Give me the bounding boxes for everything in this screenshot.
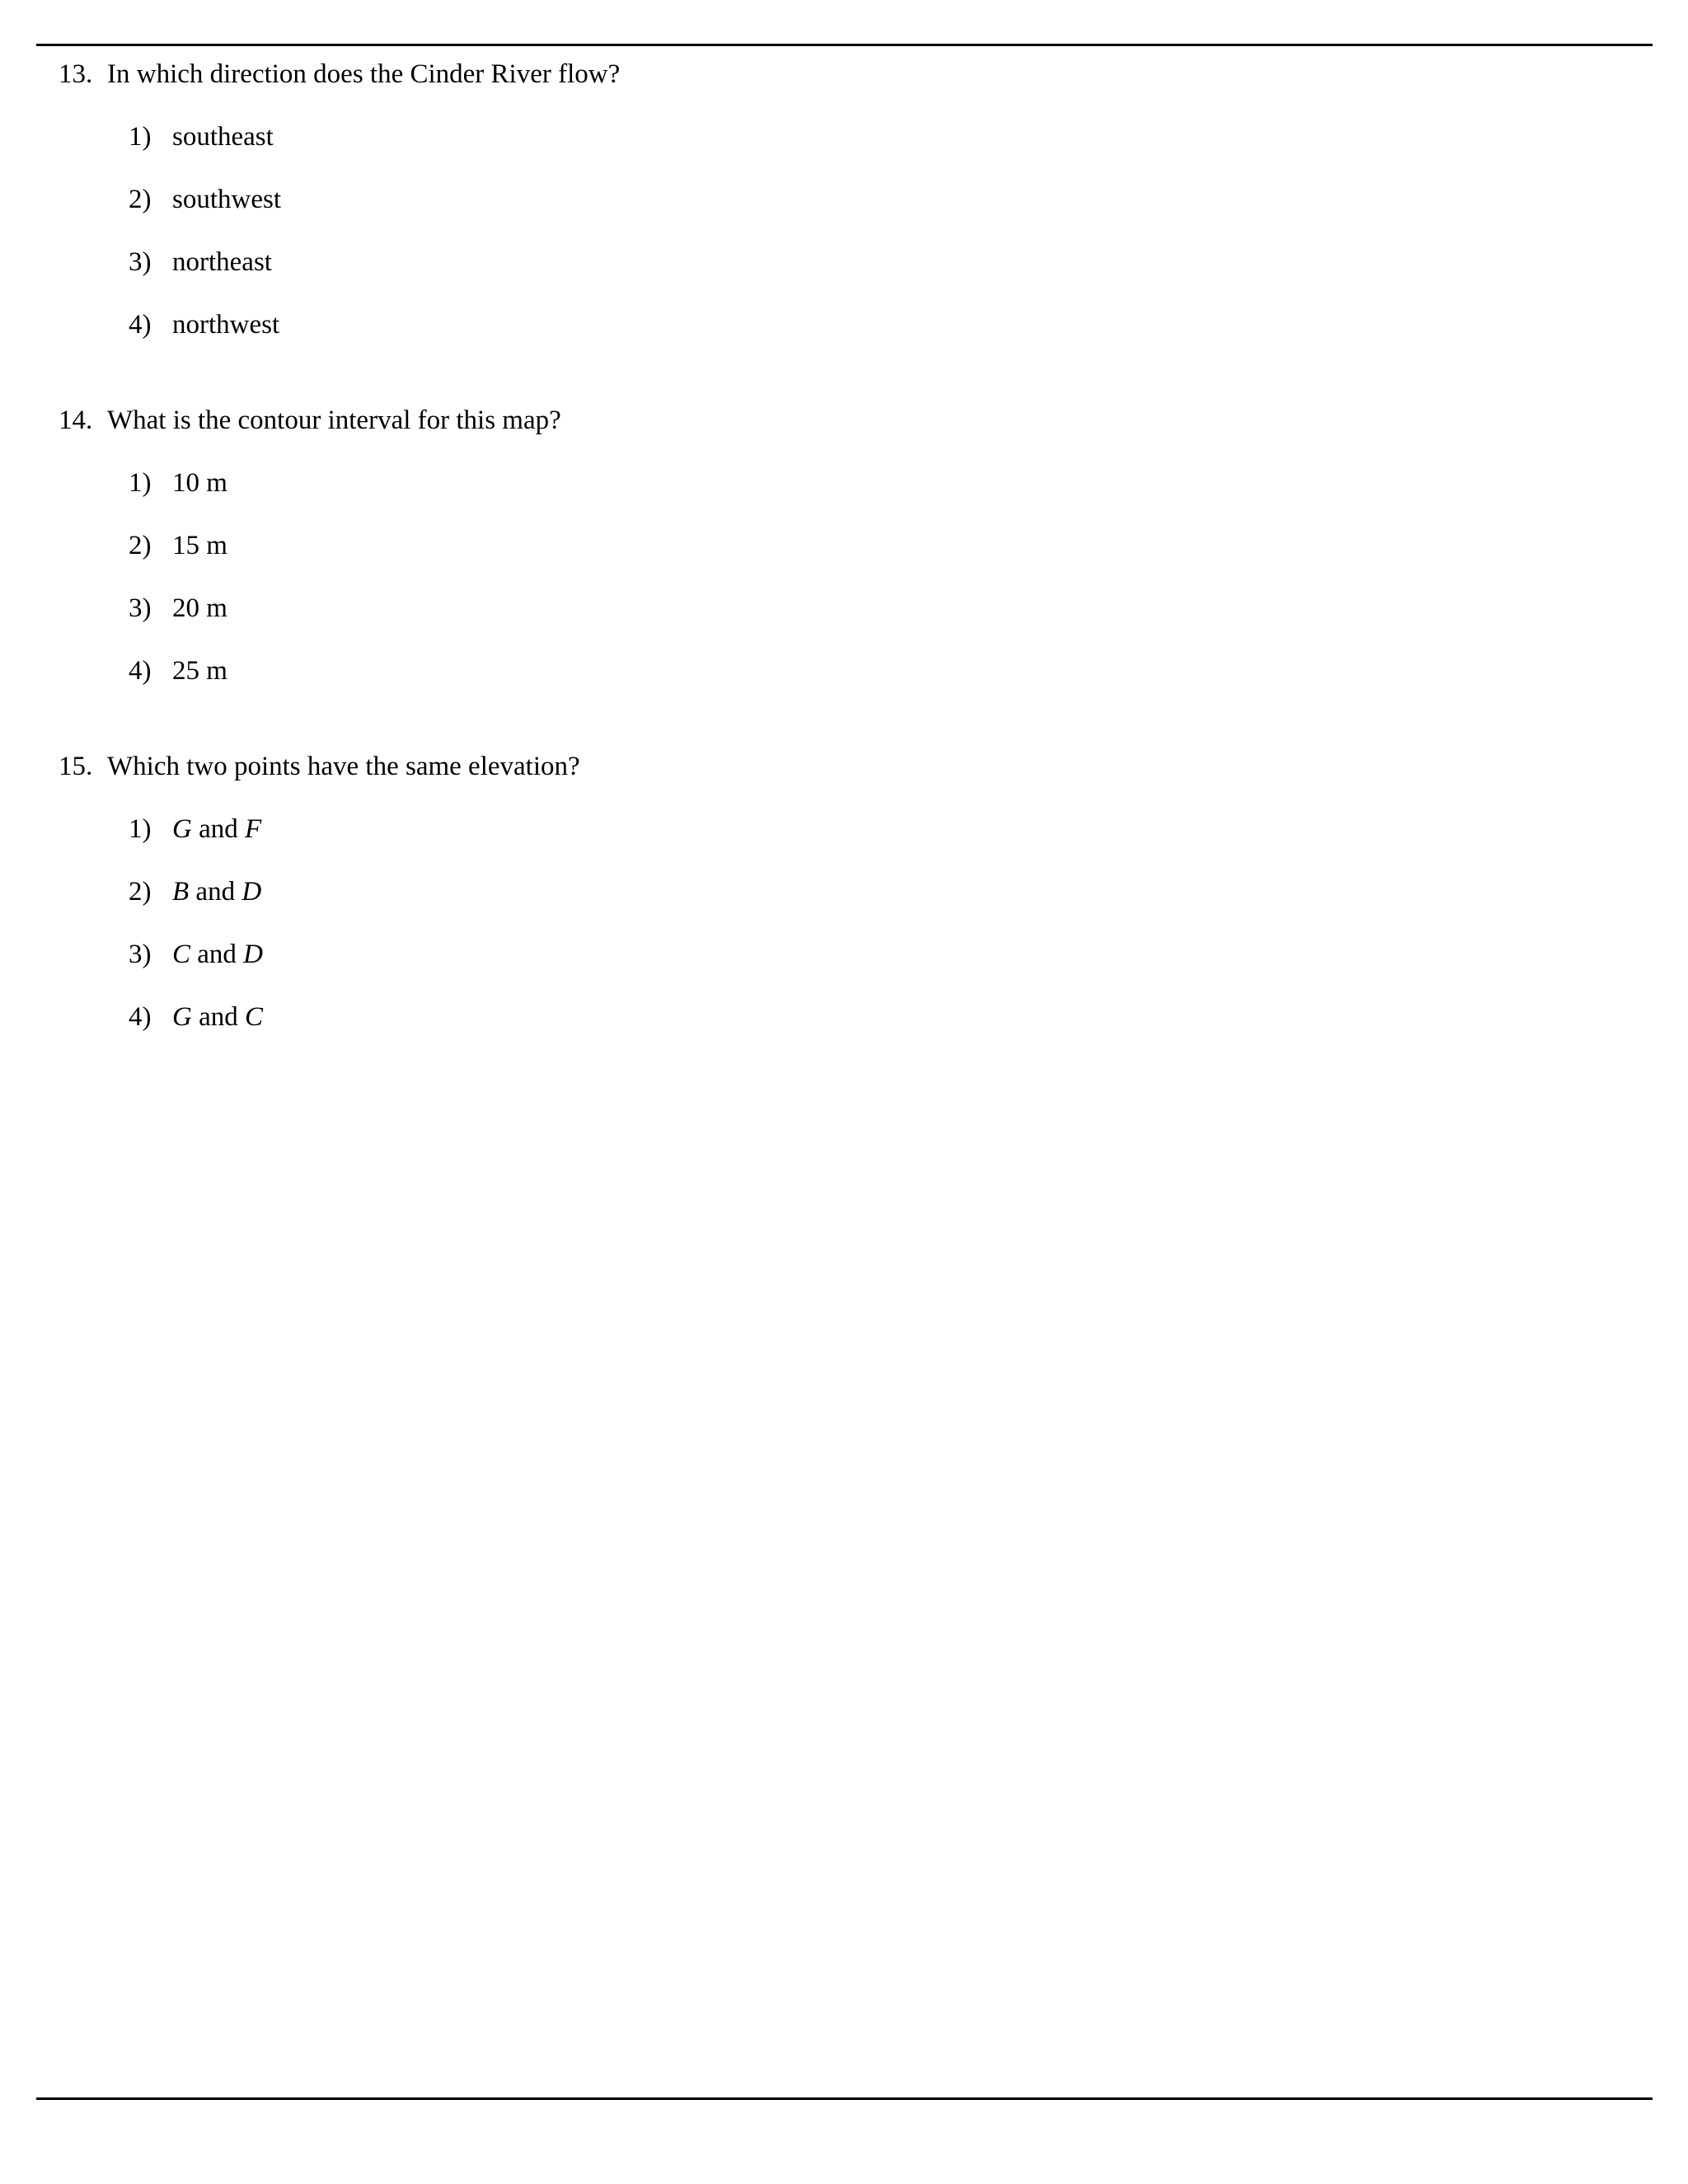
choice-conjunction: and — [190, 940, 244, 969]
choice-number: 2) — [129, 185, 152, 214]
question-number: 13. — [59, 59, 93, 89]
choice-number: 3) — [129, 940, 152, 969]
choice-1[interactable] — [129, 119, 1625, 155]
choice-number: 1) — [129, 468, 152, 498]
choice-conjunction: and — [191, 814, 245, 844]
choice-2[interactable] — [129, 527, 1625, 564]
choice-1[interactable] — [129, 811, 1625, 847]
choice-number: 4) — [129, 310, 152, 340]
choice-conjunction: and — [189, 877, 242, 907]
question-14 — [59, 402, 1625, 715]
point-label: D — [243, 940, 264, 969]
choice-list — [129, 465, 1625, 689]
choice-4[interactable] — [129, 307, 1625, 343]
question-15 — [59, 748, 1625, 1062]
choice-list — [129, 811, 1625, 1035]
question-stem — [59, 56, 1625, 92]
question-text: In which direction does the Cinder River flow? — [107, 59, 621, 89]
choice-conjunction: and — [191, 1002, 245, 1032]
choice-text: 25 m — [172, 656, 227, 686]
choice-2[interactable] — [129, 181, 1625, 218]
choice-text: southwest — [172, 185, 281, 214]
question-13 — [59, 56, 1625, 369]
point-label: B — [172, 877, 190, 907]
question-number: 14. — [59, 405, 93, 435]
point-label: C — [245, 1002, 264, 1032]
bottom-rule — [36, 2097, 1653, 2100]
point-label: D — [241, 877, 262, 907]
choice-1[interactable] — [129, 465, 1625, 501]
point-label: C — [172, 940, 191, 969]
choice-list — [129, 119, 1625, 343]
choice-number: 4) — [129, 1002, 152, 1032]
choice-text: 10 m — [172, 468, 227, 498]
choice-text: 20 m — [172, 593, 227, 623]
choice-number: 3) — [129, 247, 152, 277]
choice-text: northwest — [172, 310, 280, 340]
choice-3[interactable] — [129, 936, 1625, 972]
choice-4[interactable] — [129, 999, 1625, 1035]
point-label: G — [172, 814, 192, 844]
top-rule — [36, 44, 1653, 46]
question-text: What is the contour interval for this map? — [107, 405, 561, 435]
choice-text: southeast — [172, 122, 274, 152]
choice-text: 15 m — [172, 531, 227, 560]
choice-3[interactable] — [129, 590, 1625, 626]
question-stem — [59, 748, 1625, 785]
choice-text: northeast — [172, 247, 272, 277]
question-text: Which two points have the same elevation? — [107, 752, 580, 781]
choice-number: 2) — [129, 531, 152, 560]
choice-3[interactable] — [129, 244, 1625, 280]
choice-number: 1) — [129, 814, 152, 844]
choice-2[interactable] — [129, 874, 1625, 910]
point-label: F — [245, 814, 262, 844]
choice-number: 2) — [129, 877, 152, 907]
point-label: G — [172, 1002, 192, 1032]
question-number: 15. — [59, 752, 93, 781]
choice-number: 1) — [129, 122, 152, 152]
choice-4[interactable] — [129, 653, 1625, 689]
choice-number: 4) — [129, 656, 152, 686]
choice-number: 3) — [129, 593, 152, 623]
question-stem — [59, 402, 1625, 438]
